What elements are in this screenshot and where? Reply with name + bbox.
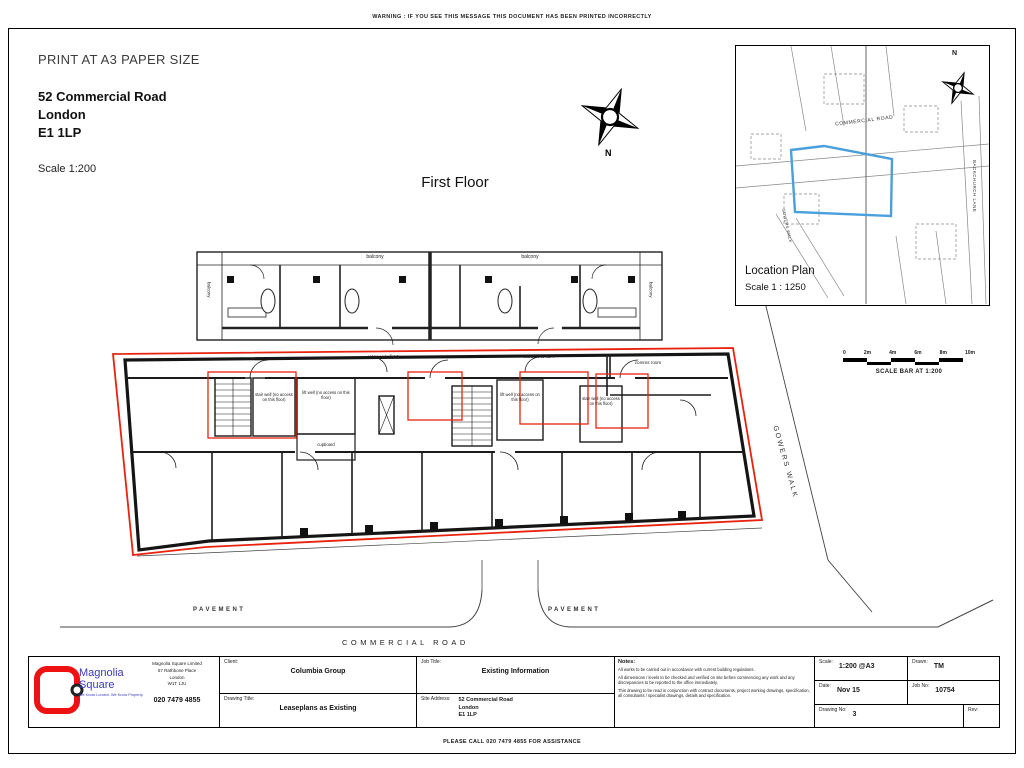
drawing-title-label: Drawing Title: [224,696,255,702]
company-address-line: W1T 1JU [167,681,187,687]
site-address-line3: E1 1LP [38,125,82,140]
location-plan-road-label: COMMERCIAL ROAD [834,114,894,128]
commercial-road-label: COMMERCIAL ROAD [342,638,469,647]
note-paragraph: This drawing to be read in conjunction with contract documents, project working drawings, specification, all consultants / specialist drawings, details and specification. [618,687,810,698]
scale-bar-ticks [843,350,975,356]
site-address-line2: London [38,107,86,122]
gowers-walk-label: GOWERS WALK [771,425,799,500]
site-address-value-line: E1 1LP [458,712,477,719]
assistance-note: PLEASE CALL 020 7479 4855 FOR ASSISTANCE [443,739,581,745]
note-paragraph: All dimensions / levels to be checked and verified on site before commencing any work and any discrepancies to be reported to the office immediately. [618,674,795,685]
title-block-notes-cell [614,657,814,727]
job-title-value: Existing Information [481,668,550,675]
lift-well-left-label: lift well (no access on this floor) [302,390,350,401]
scale-note: Scale 1:200 [38,163,97,175]
scale-tick: 8m [939,350,947,356]
magnolia-square-logo [29,657,144,727]
job-no-value: 10754 [935,687,955,695]
comms-room-label: comms room [634,360,662,365]
logo-name-line1: Magnolia [79,667,124,679]
scale-bar [843,350,975,375]
drawing-no-label: Drawing No: [819,706,847,713]
note-paragraph: All works to be carried out in accordance with current building regulations. [618,667,755,672]
site-address-value-line: London [458,704,479,711]
site-address-line1: 52 Commercial Road [38,89,167,104]
client-value: Columbia Group [290,668,346,675]
company-address-line: 57 Rathbone Place [157,667,197,673]
location-plan-scale: Scale 1 : 1250 [745,282,806,293]
main-floor-walls [125,354,754,550]
pavement-label-left: PAVEMENT [193,607,246,613]
site-address-label: Site Address: [421,696,451,702]
company-address [135,657,219,727]
location-plan-title: Location Plan [745,265,815,277]
rev-label: Rev: [968,706,979,713]
title-block-info-grid [814,657,999,727]
entrance-flat-left-label: entrance to flat 3 [367,354,399,359]
job-title-label: Job Title: [421,659,442,665]
stair-well-left-label: stair well (no access on this floor) [255,392,293,403]
notes-label: Notes: [618,659,636,665]
client-label: Client: [224,659,239,665]
print-warning-text: WARNING : IF YOU SEE THIS MESSAGE THIS DOCUMENT HAS BEEN PRINTED INCORRECTLY [372,14,652,20]
company-address-line: London [169,674,185,680]
logo-name-line2: Square [79,679,115,691]
stair-well-right-label: stair well (no access on this floor) [582,396,620,407]
location-plan-north-letter: N [952,50,958,57]
date-label: Date: [819,683,831,690]
scale-bar-segments [843,358,975,365]
drawn-label: Drawn: [912,659,928,665]
location-plan-walk-label: GOWERS WALK [781,208,794,244]
entrance-flat-right-label: entrance to flat 4 [523,354,555,359]
balcony-label-top-left: balcony [366,254,384,260]
north-letter: N [605,148,612,158]
drawing-title-value: Leaseplans as Existing [279,705,357,712]
scale-bar-caption: SCALE BAR AT 1:200 [875,369,943,375]
print-size-note: PRINT AT A3 PAPER SIZE [38,52,200,67]
balcony-label-right: balcony [648,282,654,298]
job-no-label: Job No: [912,683,930,690]
drawing-no-value: 3 [852,710,857,718]
title-block-company-cell [29,657,219,727]
company-phone: 020 7479 4855 [153,697,201,704]
scale-tick: 4m [889,350,897,356]
scale-label: Scale: [819,659,833,665]
location-plan-lane-label: BACKCHURCH LANE [972,160,977,213]
company-address-line: Magnolia Square Limited [152,661,202,666]
title-block [28,656,1000,728]
lift-well-right-label: lift well (no access on this floor) [500,392,540,403]
scale-tick: 0 [843,350,846,356]
balcony-label-left: balcony [206,282,212,298]
north-compass-icon [571,78,649,156]
date-value: Nov 15 [836,687,860,695]
title-block-job-cell [416,657,614,727]
cupboard-label: cupboard [317,442,335,447]
balcony-label-top-right: balcony [521,254,539,260]
site-address-value-line: 52 Commercial Road [458,697,513,703]
scale-value: 1:200 @A3 [838,663,875,670]
floor-plan-title: First Floor [421,174,489,191]
scale-tick: 2m [863,350,872,356]
pavement-label-right: PAVEMENT [548,607,601,613]
upper-storey-outline [197,252,662,345]
scale-tick: 10m [964,350,975,356]
scale-tick: 6m [914,350,922,356]
drawn-value: TM [933,663,944,670]
title-block-client-cell [219,657,416,727]
logo-tagline: We Know London. We Know Property. [79,693,144,697]
location-plan-compass-icon [937,67,980,110]
